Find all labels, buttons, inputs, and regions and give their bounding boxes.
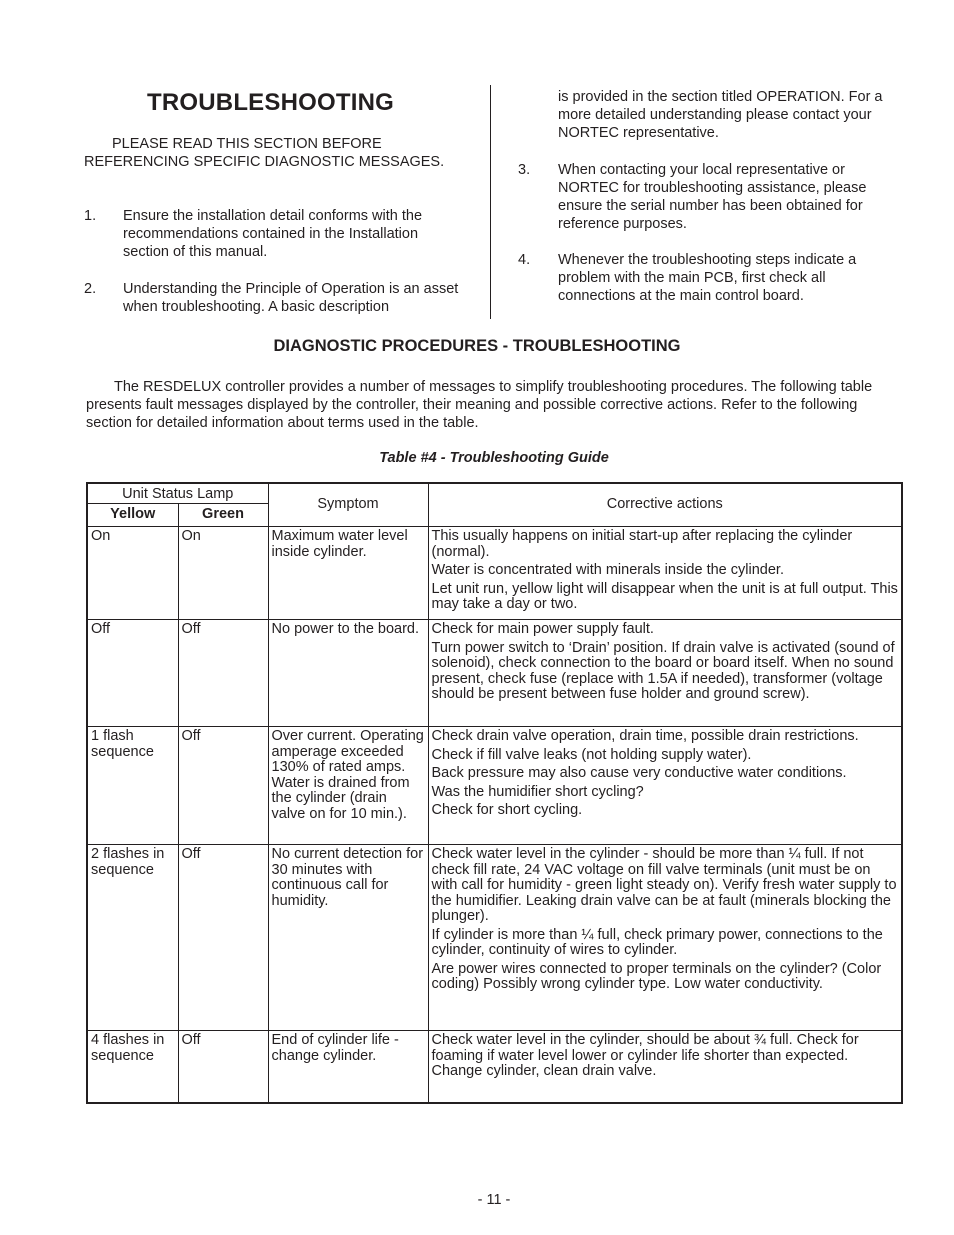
action-line: Check water level in the cylinder - should be more than ¼ full. If not check fill rate, 24 VAC voltage on fill valve terminals (unit must be on with call for humidity - green light steady on). Verify fresh water supply to the humidifier. Leaking drain valve can be at fault (minerals blocking the plunger).: [431, 846, 897, 924]
item-number: 3.: [518, 162, 531, 178]
list-item: [518, 251, 908, 305]
action-line: This usually happens on initial start-up after replacing the cylinder (normal).: [431, 528, 853, 560]
action-line: Are power wires connected to proper terminals on the cylinder? (Color coding) Possibly wrong cylinder type. Low water conductivity.: [431, 960, 882, 992]
actions-cell: [428, 620, 902, 727]
page-number: - 11 -: [477, 1192, 511, 1208]
green-header: Green: [178, 504, 268, 527]
action-line: Check drain valve operation, drain time, possible drain restrictions.: [431, 728, 859, 744]
actions-cell: [428, 727, 902, 845]
symptom-cell: Over current. Operating amperage exceeded 130% of rated amps. Water is drained from the cylinder (drain valve on for 10 min.).: [268, 727, 428, 845]
yellow-cell: Off: [87, 620, 178, 727]
list-item: [84, 207, 464, 261]
list-item: [518, 88, 908, 142]
column-divider: [490, 85, 491, 319]
action-line: If cylinder is more than ¼ full, check primary power, connections to the cylinder, continuity of wires to cylinder.: [431, 926, 883, 958]
symptom-cell: No power to the board.: [268, 620, 428, 727]
green-cell: Off: [178, 620, 268, 727]
item-text: Whenever the troubleshooting steps indicate a problem with the main PCB, first check all connections at the main control board.: [558, 252, 857, 304]
item-number: 2.: [84, 281, 97, 297]
symptom-cell: End of cylinder life - change cylinder.: [268, 1031, 428, 1103]
symptom-cell: No current detection for 30 minutes with continuous call for humidity.: [268, 845, 428, 1031]
yellow-cell: On: [87, 527, 178, 620]
actions-cell: [428, 845, 902, 1031]
action-line: Check if fill valve leaks (not holding supply water).: [431, 746, 752, 763]
item-text: Ensure the installation detail conforms with the recommendations contained in the Installation section of this manual.: [123, 208, 423, 260]
table-caption: Table #4 - Troubleshooting Guide: [379, 450, 609, 466]
page-title: TROUBLESHOOTING: [147, 89, 394, 116]
item-number: 1.: [84, 208, 97, 224]
actions-cell: [428, 1031, 902, 1103]
yellow-header: Yellow: [87, 504, 178, 527]
list-item: [518, 161, 908, 233]
yellow-cell: 2 flashes in sequence: [87, 845, 178, 1031]
intro-text: PLEASE READ THIS SECTION BEFORE REFERENCING SPECIFIC DIAGNOSTIC MESSAGES.: [84, 136, 445, 170]
action-line: Water is concentrated with minerals inside the cylinder.: [431, 562, 784, 578]
table-row: [87, 727, 902, 845]
green-cell: On: [178, 527, 268, 620]
item-text: When contacting your local representative or NORTEC for troubleshooting assistance, please ensure the serial number has been obtained for reference purposes.: [558, 162, 867, 232]
yellow-cell: 1 flash sequence: [87, 727, 178, 845]
table-row: [87, 1031, 902, 1103]
action-line: Was the humidifier short cycling?: [431, 783, 644, 800]
green-cell: Off: [178, 1031, 268, 1103]
table-row: [87, 527, 902, 620]
section-heading: DIAGNOSTIC PROCEDURES - TROUBLESHOOTING: [273, 337, 681, 355]
list-item: [84, 280, 464, 316]
table-row: [87, 620, 902, 727]
green-cell: Off: [178, 727, 268, 845]
symptom-header: Symptom: [268, 483, 428, 527]
item-text: is provided in the section titled OPERATION. For a more detailed understanding please contact your NORTEC representative.: [558, 89, 883, 141]
action-line: Back pressure may also cause very conductive water conditions.: [431, 765, 847, 781]
unit-status-lamp-header: Unit Status Lamp: [87, 483, 268, 504]
action-line: Check for short cycling.: [431, 802, 583, 818]
action-line: Turn power switch to ‘Drain’ position. If drain valve is activated (sound of solenoid), check connection to the board or board itself. When no sound present, check fuse (replace with 1.5A if needed), transformer (voltage should be present between fuse holder and ground screw).: [431, 639, 895, 702]
green-cell: Off: [178, 845, 268, 1031]
symptom-cell: Maximum water level inside cylinder.: [268, 527, 428, 620]
troubleshooting-table: [86, 482, 903, 1104]
actions-cell: [428, 527, 902, 620]
table-row: [87, 845, 902, 1031]
action-line: Check for main power supply fault.: [431, 621, 654, 637]
yellow-cell: 4 flashes in sequence: [87, 1031, 178, 1103]
action-line: Let unit run, yellow light will disappear when the unit is at full output. This may take a day or two.: [431, 580, 898, 612]
action-line: Check water level in the cylinder, should be about ¾ full. Check for foaming if water level lower or cylinder life shorter than expected. Change cylinder, clean drain valve.: [431, 1032, 859, 1079]
item-number: 4.: [518, 252, 531, 268]
table-header-row: [87, 483, 902, 504]
item-text: Understanding the Principle of Operation is an asset when troubleshooting. A basic description: [123, 281, 459, 315]
description-paragraph: The RESDELUX controller provides a number of messages to simplify troubleshooting procedures. The following table presents fault messages displayed by the controller, their meaning and possible corrective actions. Refer to the following section for detailed information about terms used in the table.: [86, 379, 873, 431]
corrective-actions-header: Corrective actions: [428, 483, 902, 527]
